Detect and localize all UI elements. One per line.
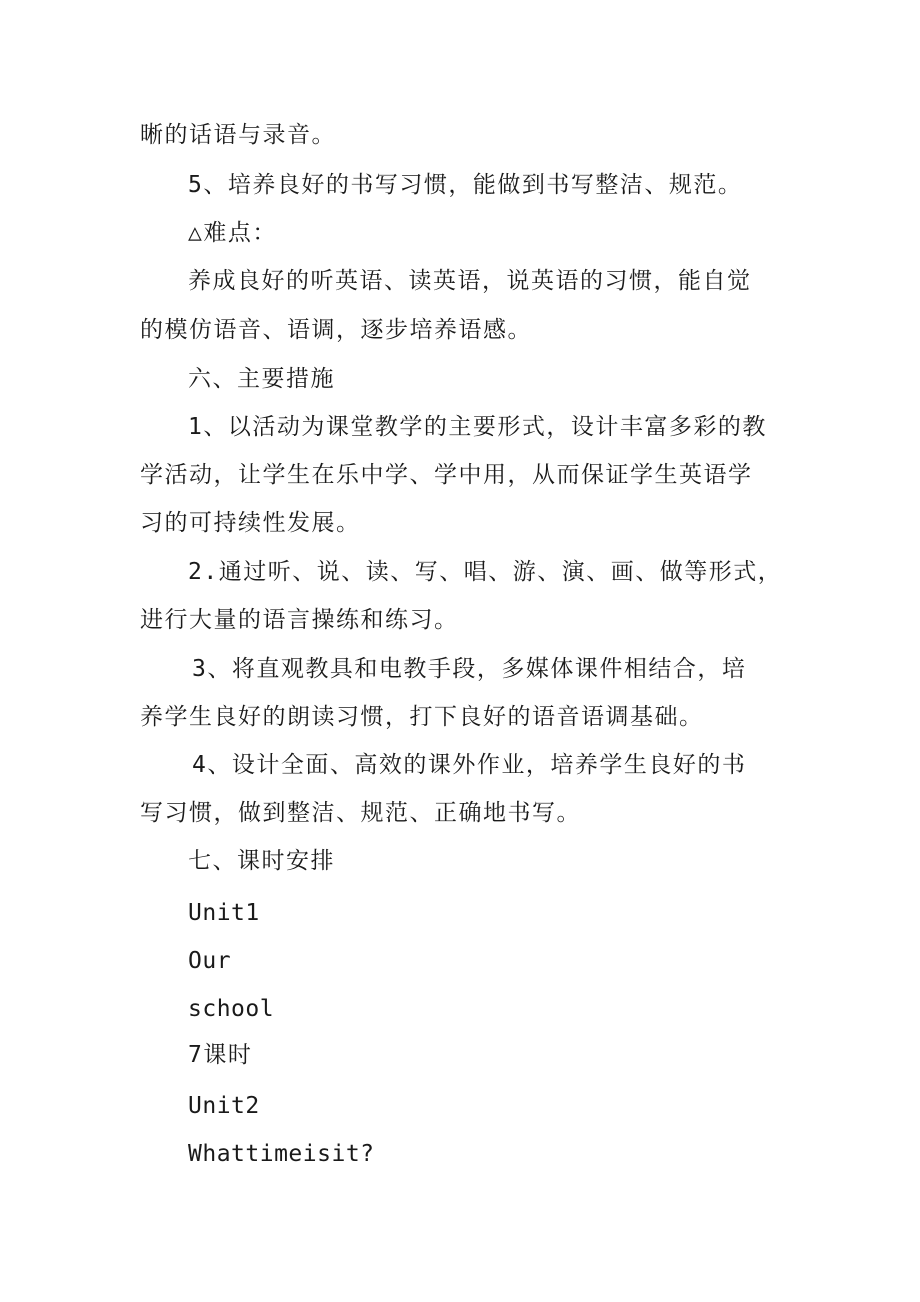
lesson-count: 7课时 xyxy=(188,1042,253,1068)
section-heading: 七、课时安排 xyxy=(188,848,335,874)
unit-title: Unit1 xyxy=(188,900,260,926)
text-line: △难点： xyxy=(188,220,277,246)
section-heading: 六、主要措施 xyxy=(188,366,335,392)
unit-name-line: Our xyxy=(188,948,232,974)
text-line: 进行大量的语言操练和练习。 xyxy=(140,607,459,633)
unit-title: Unit2 xyxy=(188,1093,260,1119)
text-line: 养成良好的听英语、读英语，说英语的习惯，能自觉 xyxy=(188,268,752,294)
text-line: 习的可持续性发展。 xyxy=(140,510,361,536)
text-line: 2.通过听、说、读、写、唱、游、演、画、做等形式， xyxy=(188,559,783,585)
text-line: 3、将直观教具和电教手段，多媒体课件相结合，培 xyxy=(192,656,747,682)
text-line: 学活动，让学生在乐中学、学中用，从而保证学生英语学 xyxy=(140,462,753,488)
text-line: 1、以活动为课堂教学的主要形式，设计丰富多彩的教 xyxy=(188,414,767,440)
unit-name-line: Whattimeisit? xyxy=(188,1141,375,1167)
text-line: 的模仿语音、语调，逐步培养语感。 xyxy=(140,317,532,343)
text-line: 4、设计全面、高效的课外作业，培养学生良好的书 xyxy=(192,752,747,778)
text-line: 写习惯，做到整洁、规范、正确地书写。 xyxy=(140,800,581,826)
text-line: 晰的话语与录音。 xyxy=(140,122,336,148)
unit-name-line: school xyxy=(188,996,275,1022)
text-line: 养学生良好的朗读习惯，打下良好的语音语调基础。 xyxy=(140,704,704,730)
text-line: 5、培养良好的书写习惯，能做到书写整洁、规范。 xyxy=(188,172,743,198)
